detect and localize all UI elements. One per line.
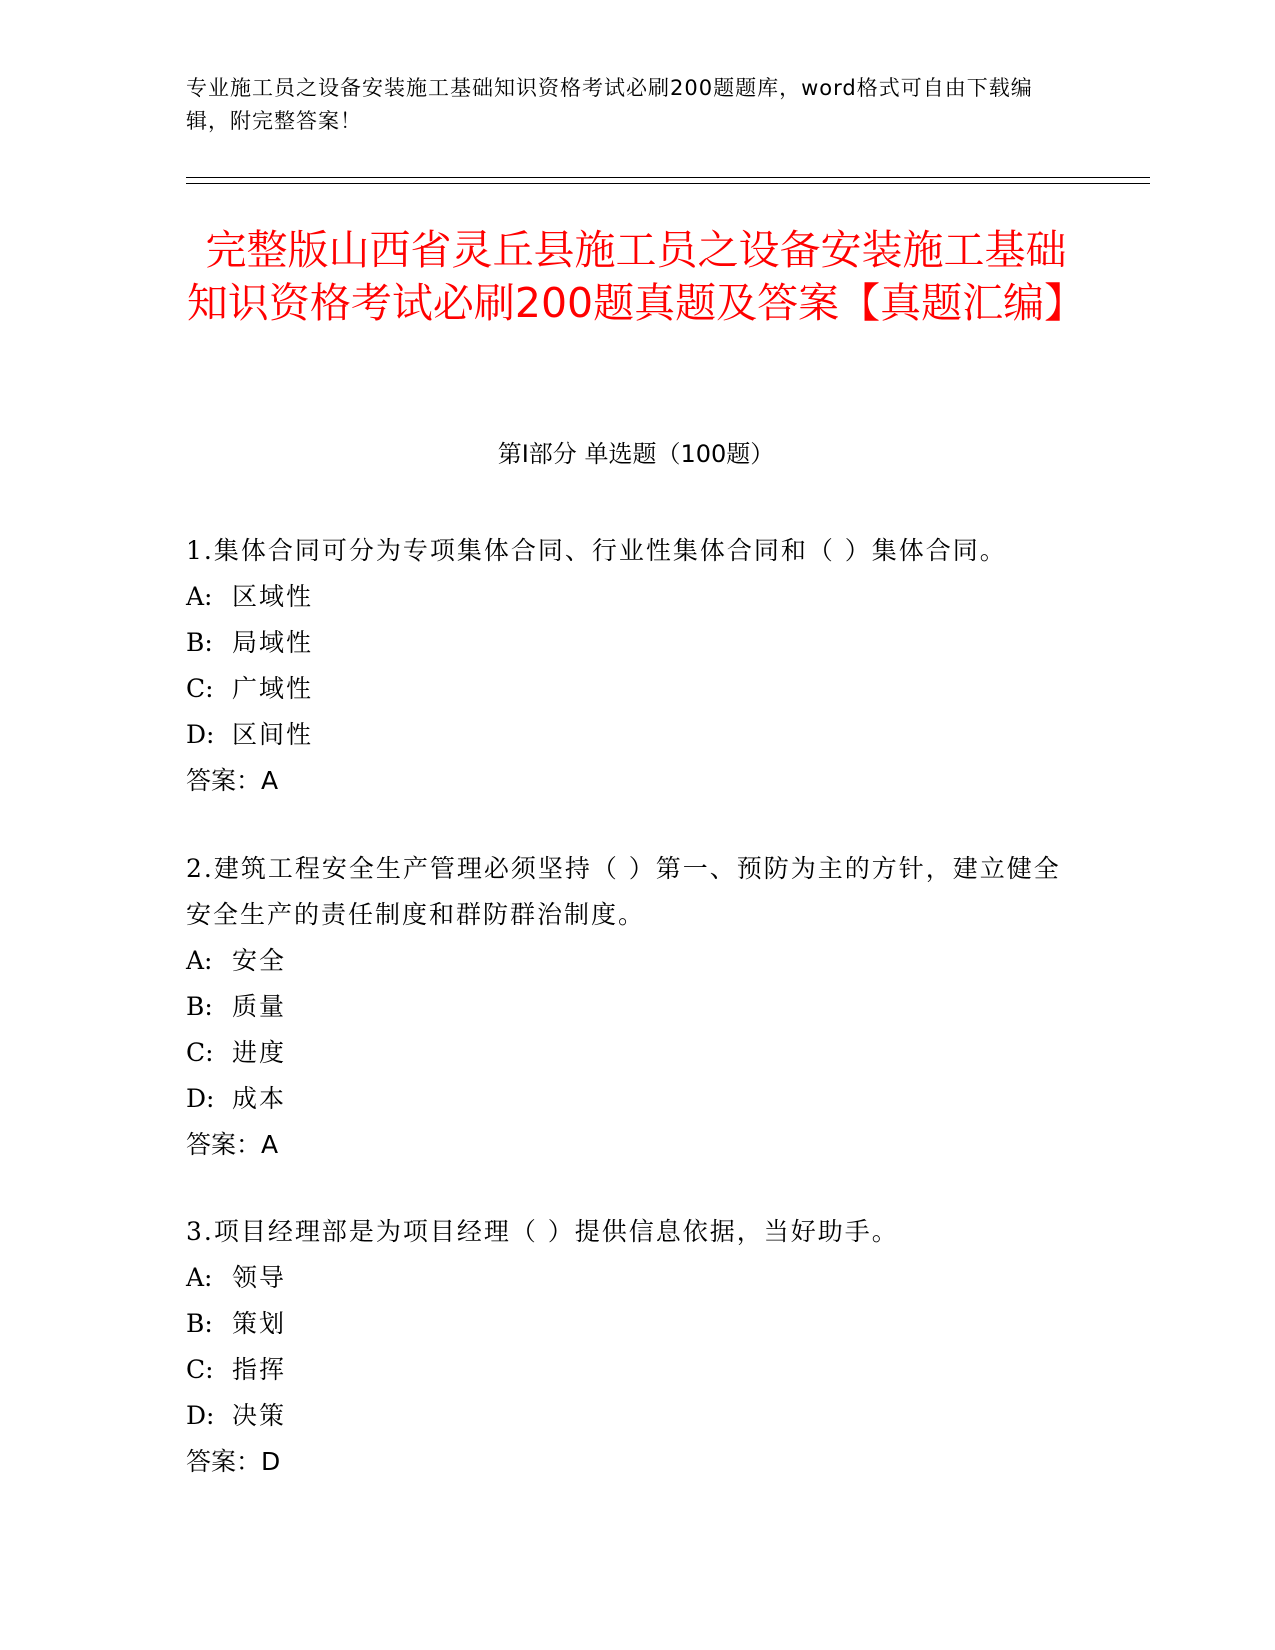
option-c (186, 1347, 1086, 1393)
option-a (186, 938, 1086, 984)
option-b (186, 1301, 1086, 1347)
header-divider-bottom (186, 183, 1150, 184)
option-d (186, 1076, 1086, 1122)
question-stem: 1.集体合同可分为专项集体合同、行业性集体合同和（ ）集体合同。 (186, 536, 1007, 565)
option-key: C: (186, 1355, 214, 1384)
question-2 (186, 846, 1086, 1168)
question-stem: 2.建筑工程安全生产管理必须坚持（ ）第一、预防为主的方针，建立健全安全生产的责任制度和群防群治制度。 (186, 854, 1061, 929)
option-text: 成本 (232, 1084, 287, 1113)
option-b (186, 984, 1086, 1030)
option-key: B: (186, 1309, 213, 1338)
option-d (186, 712, 1086, 758)
option-c (186, 666, 1086, 712)
answer: 答案：A (186, 766, 279, 795)
document-title: 完整版山西省灵丘县施工员之设备安装施工基础知识资格考试必刷200题真题及答案【真题汇编】 (186, 226, 1086, 327)
option-text: 安全 (232, 946, 287, 975)
option-text: 决策 (232, 1401, 287, 1430)
option-text: 局域性 (232, 628, 314, 657)
section-heading: 第I部分 单选题（100题） (497, 440, 775, 468)
option-c (186, 1030, 1086, 1076)
option-key: A: (186, 946, 213, 975)
option-key: C: (186, 674, 214, 703)
option-a (186, 1255, 1086, 1301)
option-key: D: (186, 1084, 215, 1113)
option-text: 质量 (232, 992, 287, 1021)
question-stem: 3.项目经理部是为项目经理（ ）提供信息依据，当好助手。 (186, 1217, 899, 1246)
question-3 (186, 1209, 1086, 1485)
option-text: 广域性 (232, 674, 314, 703)
option-text: 策划 (232, 1309, 287, 1338)
header-note: 专业施工员之设备安装施工基础知识资格考试必刷200题题库，word格式可自由下载编辑，附完整答案！ (186, 76, 1033, 133)
header-divider-top (186, 177, 1150, 178)
option-text: 区域性 (232, 582, 314, 611)
option-key: A: (186, 582, 213, 611)
option-key: C: (186, 1038, 214, 1067)
option-key: D: (186, 720, 215, 749)
option-text: 指挥 (232, 1355, 287, 1384)
option-d (186, 1393, 1086, 1439)
option-b (186, 620, 1086, 666)
option-text: 区间性 (232, 720, 314, 749)
answer: 答案：A (186, 1130, 279, 1159)
option-key: D: (186, 1401, 215, 1430)
option-a (186, 574, 1086, 620)
option-text: 进度 (232, 1038, 287, 1067)
option-key: A: (186, 1263, 213, 1292)
option-key: B: (186, 628, 213, 657)
question-1 (186, 528, 1086, 804)
answer: 答案：D (186, 1447, 281, 1476)
option-text: 领导 (232, 1263, 287, 1292)
option-key: B: (186, 992, 213, 1021)
